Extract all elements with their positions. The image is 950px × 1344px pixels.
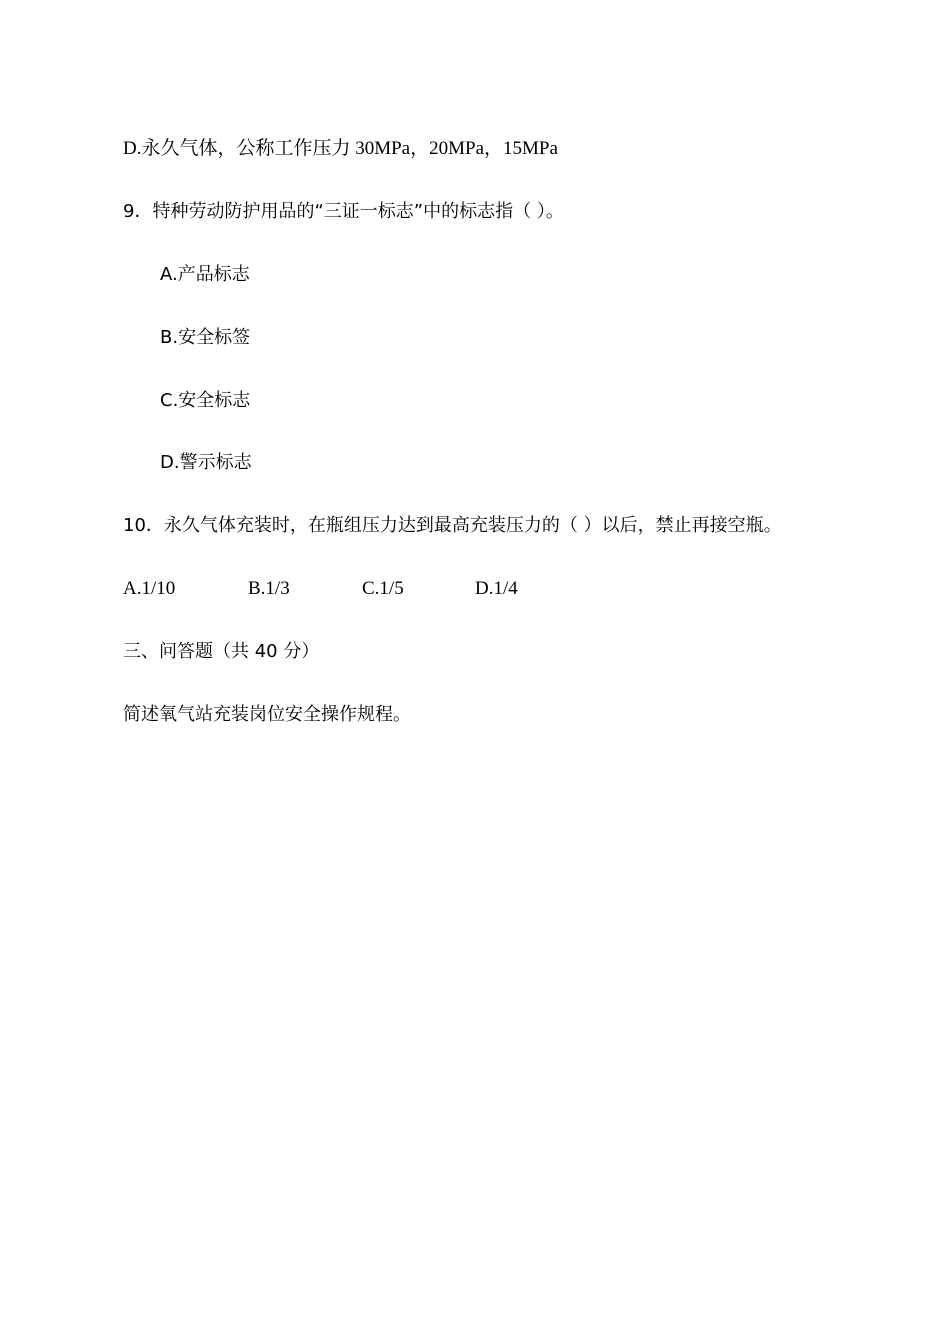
question-9-stem: 9．特种劳动防护用品的“三证一标志”中的标志指（ ）。 xyxy=(123,201,564,222)
question-10-option-d: D.1/4 xyxy=(475,578,518,599)
question-10-stem: 10．永久气体充装时，在瓶组压力达到最高充装压力的（ ）以后，禁止再接空瓶。 xyxy=(123,515,782,536)
question-10-options xyxy=(123,577,623,601)
previous-question-option-d: D.永久气体，公称工作压力 30MPa，20MPa，15MPa xyxy=(123,138,558,159)
question-10-option-a: A.1/10 xyxy=(123,578,176,599)
question-9-option-a: A.产品标志 xyxy=(160,264,250,285)
question-9-option-c: C.安全标志 xyxy=(160,390,251,411)
question-9-option-b: B.安全标签 xyxy=(160,327,251,348)
question-10-option-b: B.1/3 xyxy=(248,578,290,599)
question-10-option-c: C.1/5 xyxy=(362,578,404,599)
section-3-question: 简述氧气站充装岗位安全操作规程。 xyxy=(123,704,411,725)
question-9-option-d: D.警示标志 xyxy=(160,452,252,473)
section-3-heading: 三、问答题（共 40 分） xyxy=(123,641,320,662)
